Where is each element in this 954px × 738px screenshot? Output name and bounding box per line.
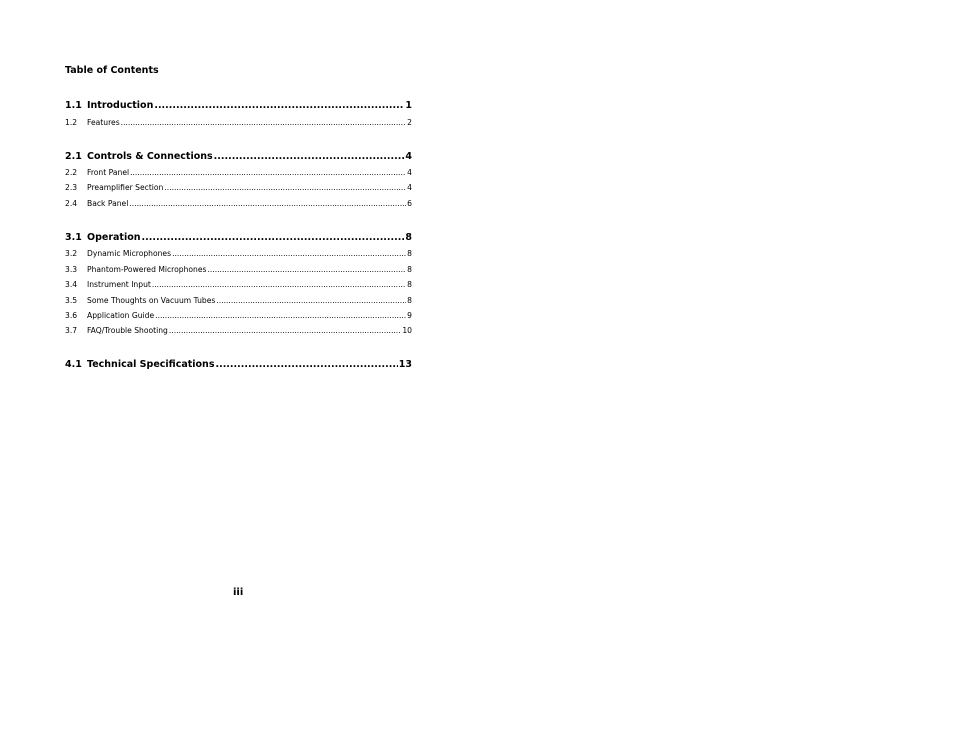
toc-entry-page: 2 <box>407 118 412 127</box>
toc-leader-dots <box>142 232 405 244</box>
toc-entry-label: Back Panel <box>87 199 129 208</box>
toc-entry-number: 1.2 <box>65 118 78 127</box>
toc-entry-dynamic-microphones[interactable] <box>65 249 412 259</box>
toc-entry-number: 3.1 <box>65 232 82 243</box>
toc-entry-phantom-powered-microphones[interactable] <box>65 265 412 275</box>
toc-entry-vacuum-tubes[interactable] <box>65 296 412 306</box>
toc-entry-faq-trouble-shooting[interactable] <box>65 326 412 336</box>
toc-entry-number: 3.7 <box>65 326 78 335</box>
toc-entry-label: Phantom-Powered Microphones <box>87 265 207 274</box>
toc-entry-number: 2.2 <box>65 168 78 177</box>
toc-entry-page: 8 <box>405 232 412 243</box>
toc-leader-dots <box>164 183 406 193</box>
toc-entry-number: 3.3 <box>65 265 78 274</box>
toc-entry-label: Preamplifier Section <box>87 183 164 192</box>
toc-entry-label: Introduction <box>87 100 154 111</box>
toc-title: Table of Contents <box>65 65 159 76</box>
toc-entry-label: Technical Specifications <box>87 359 215 370</box>
toc-entry-label: Front Panel <box>87 168 130 177</box>
toc-leader-dots <box>130 168 406 178</box>
toc-entry-label: Application Guide <box>87 311 155 320</box>
toc-entry-label: Operation <box>87 232 141 243</box>
toc-entry-number: 2.3 <box>65 183 78 192</box>
toc-leader-dots <box>121 118 407 128</box>
toc-leader-dots <box>207 265 406 275</box>
toc-entry-number: 3.6 <box>65 311 78 320</box>
toc-entry-label: Dynamic Microphones <box>87 249 172 258</box>
toc-entry-page: 10 <box>402 326 412 335</box>
toc-entry-page: 4 <box>407 183 412 192</box>
toc-entry-instrument-input[interactable] <box>65 280 412 290</box>
toc-leader-dots <box>216 296 406 306</box>
toc-entry-page: 8 <box>407 265 412 274</box>
toc-entry-operation[interactable] <box>65 232 412 244</box>
toc-entry-controls-connections[interactable] <box>65 151 412 163</box>
toc-entry-label: FAQ/Trouble Shooting <box>87 326 168 335</box>
page-number: iii <box>233 587 244 598</box>
toc-entry-introduction[interactable] <box>65 100 412 112</box>
toc-entry-page: 13 <box>398 359 412 370</box>
toc-leader-dots <box>214 151 405 163</box>
toc-entry-label: Instrument Input <box>87 280 151 289</box>
toc-entry-page: 1 <box>405 100 412 111</box>
toc-leader-dots <box>155 311 406 321</box>
toc-leader-dots <box>215 359 397 371</box>
toc-entry-page: 8 <box>407 280 412 289</box>
toc-entry-back-panel[interactable] <box>65 199 412 209</box>
toc-entry-number: 3.2 <box>65 249 78 258</box>
toc-entry-number: 1.1 <box>65 100 82 111</box>
toc-entry-page: 6 <box>407 199 412 208</box>
toc-entry-front-panel[interactable] <box>65 168 412 178</box>
toc-entry-number: 4.1 <box>65 359 82 370</box>
toc-entry-preamplifier-section[interactable] <box>65 183 412 193</box>
toc-entry-technical-specifications[interactable] <box>65 359 412 371</box>
toc-entry-number: 3.5 <box>65 296 78 305</box>
toc-entry-label: Some Thoughts on Vacuum Tubes <box>87 296 216 305</box>
toc-leader-dots <box>152 280 406 290</box>
toc-entry-page: 8 <box>407 249 412 258</box>
toc-entry-label: Controls & Connections <box>87 151 213 162</box>
toc-entry-page: 4 <box>407 168 412 177</box>
toc-leader-dots <box>172 249 406 259</box>
toc-entry-number: 2.1 <box>65 151 82 162</box>
toc-entry-page: 4 <box>405 151 412 162</box>
toc-entry-number: 2.4 <box>65 199 78 208</box>
toc-entry-page: 9 <box>407 311 412 320</box>
toc-entry-application-guide[interactable] <box>65 311 412 321</box>
toc-entry-number: 3.4 <box>65 280 78 289</box>
toc-entry-features[interactable] <box>65 118 412 128</box>
toc-entry-page: 8 <box>407 296 412 305</box>
toc-entry-label: Features <box>87 118 120 127</box>
toc-leader-dots <box>154 100 404 112</box>
toc-leader-dots <box>129 199 406 209</box>
toc-leader-dots <box>169 326 401 336</box>
